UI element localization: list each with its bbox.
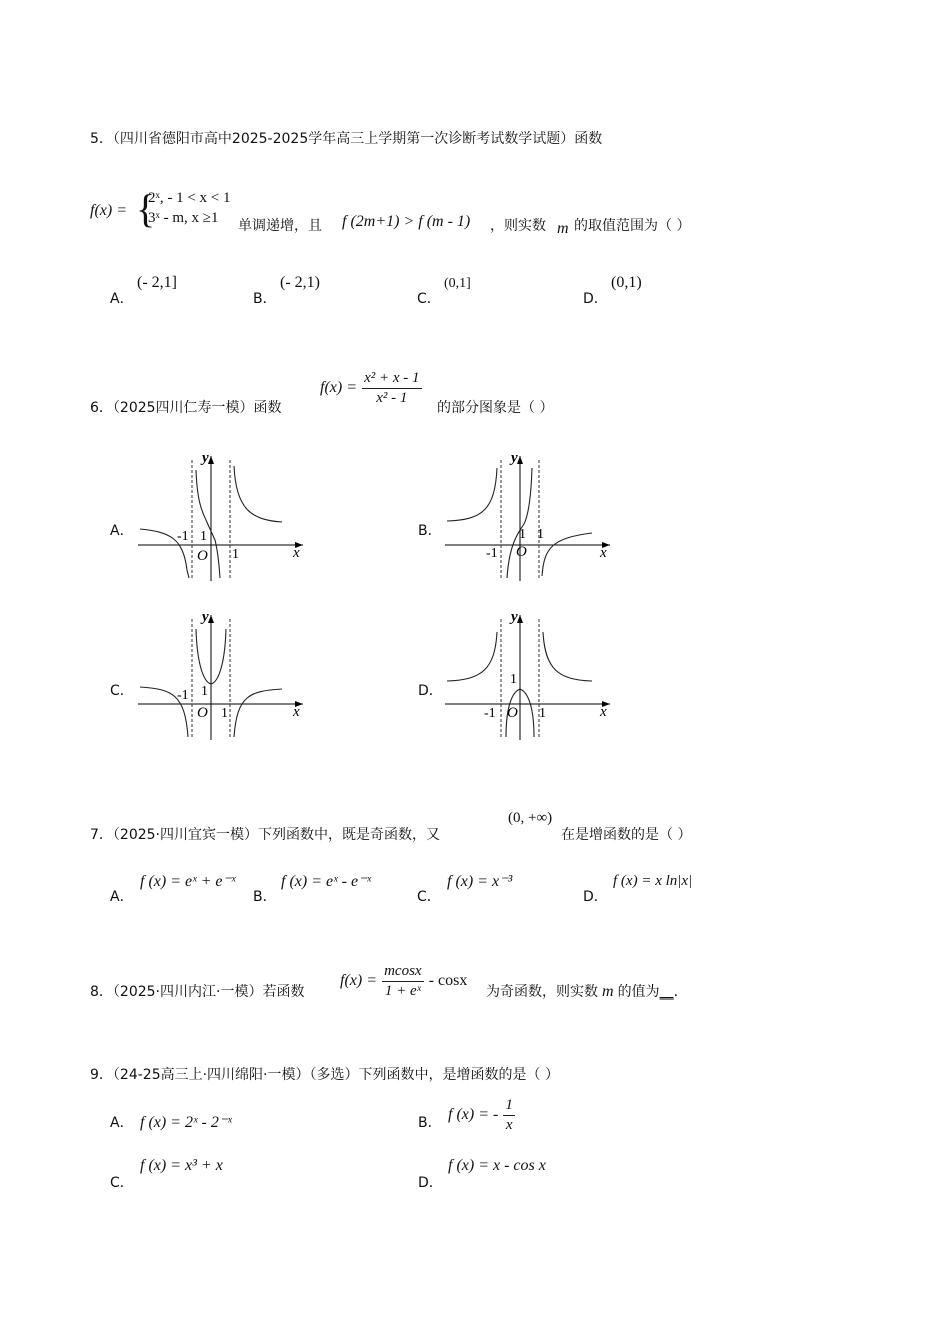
q5-inequality: f (2m+1) > f (m - 1) [342, 213, 471, 230]
q5-option-a-value: (- 2,1] [137, 274, 177, 291]
q6-source: （2025四川仁寿一模）函数 [112, 400, 282, 416]
q8-fraction [382, 963, 424, 999]
q6-graph-d [442, 607, 617, 742]
q7-option-c[interactable] [417, 886, 441, 906]
option-label: B． [253, 291, 277, 307]
q9-option-b-den: x [505, 1116, 513, 1133]
option-label: D． [583, 889, 608, 905]
one-y-label: 1 [200, 529, 207, 544]
q6-fraction [362, 370, 421, 406]
option-label: A． [110, 523, 134, 539]
curve-right [542, 533, 592, 576]
x-label: x [600, 704, 607, 720]
one-x-label: 1 [539, 706, 546, 721]
q8-answer-blank[interactable]: __ [659, 984, 674, 1000]
x-label: x [293, 545, 300, 561]
q6-option-a[interactable] [110, 520, 134, 540]
q5-option-a[interactable] [110, 288, 134, 308]
curve-right [234, 466, 282, 522]
q6-graph-a [135, 448, 310, 583]
q8-formula [340, 963, 467, 999]
curve-left [447, 468, 497, 521]
q8-text-end: 为奇函数，则实数 [486, 984, 598, 1000]
option-label: C． [110, 1175, 134, 1191]
q7-option-b-value: f (x) = eˣ - e⁻ˣ [281, 873, 372, 890]
neg-one-label: -1 [486, 546, 498, 561]
q8-numerator: mcosx [382, 963, 424, 982]
q9-source: （24-25高三上·四川绵阳·一模）（多选）下列函数中，是增函数的是（ ） [112, 1067, 559, 1083]
q6-formula [320, 370, 422, 406]
q5-option-c-value: (0,1] [444, 276, 471, 291]
option-label: B． [418, 1115, 442, 1131]
origin-label: O [197, 705, 208, 721]
option-label: B． [418, 523, 442, 539]
one-x-label: 1 [221, 706, 228, 721]
option-label: A． [110, 291, 134, 307]
x-label: x [600, 545, 607, 561]
q5-option-c[interactable] [417, 288, 441, 308]
neg-one-label: -1 [177, 529, 189, 544]
q8-func-lhs: f(x) = [340, 972, 377, 989]
q8-denominator: 1 + eˣ [384, 982, 421, 999]
y-axis-arrow [517, 615, 523, 623]
curve-right [543, 632, 592, 681]
q7-option-a-value: f (x) = eˣ + e⁻ˣ [140, 873, 236, 890]
q7-option-d[interactable] [583, 886, 608, 906]
q5-piece2: 3ˣ - m, x ≥1 [148, 210, 219, 226]
curve-right [234, 689, 282, 737]
q8-tail: - cosx [428, 972, 468, 989]
q6-func-lhs: f(x) = [320, 379, 357, 396]
q5-header [90, 128, 602, 148]
y-axis-arrow [208, 615, 214, 623]
q7-option-d-value: f (x) = x ln|x| [613, 873, 693, 889]
option-label: B． [253, 889, 277, 905]
q9-option-c-value: f (x) = x³ + x [140, 1157, 223, 1174]
q5-var: m [557, 220, 569, 237]
q6-number: 6． [90, 400, 113, 416]
q5-func-lhs: f(x) = [90, 202, 127, 219]
y-axis-arrow [208, 456, 214, 464]
q5-source: （四川省德阳市高中2025-2025学年高三上学期第一次诊断考试数学试题）函数 [112, 131, 603, 147]
option-label: A． [110, 889, 134, 905]
q9-option-b-num: 1 [503, 1097, 515, 1116]
q5-piece1: 2ˣ, - 1 < x < 1 [148, 190, 231, 206]
q9-header [90, 1064, 559, 1084]
q8-number: 8． [90, 984, 113, 1000]
origin-label: O [516, 544, 527, 560]
q6-option-c[interactable] [110, 680, 134, 700]
q6-graph-c [135, 607, 310, 742]
q9-option-b[interactable] [418, 1112, 442, 1132]
q5-brace: { [136, 186, 156, 231]
q9-option-b-lhs: f (x) = - [448, 1106, 499, 1123]
curve-left [447, 632, 497, 681]
option-label: C． [110, 683, 134, 699]
q9-option-a-value: f (x) = 2ˣ - 2⁻ˣ [140, 1114, 232, 1131]
q7-header [90, 824, 440, 844]
q8-var: m [602, 983, 614, 1000]
y-label: y [202, 450, 209, 466]
q8-text-end-group [486, 981, 678, 1001]
q9-option-b-value [448, 1097, 515, 1133]
q5-number: 5． [90, 131, 113, 147]
q7-interval: (0, +∞) [508, 810, 553, 826]
q5-text-mid: 单调递增，且 [238, 218, 322, 234]
one-y-label: 1 [201, 684, 208, 699]
q9-option-d-value: f (x) = x - cos x [448, 1157, 546, 1174]
q7-source: （2025·四川宜宾一模）下列函数中，既是奇函数，又 [112, 827, 440, 843]
q8-period: . [673, 984, 679, 1000]
q5-option-d[interactable] [583, 288, 608, 308]
option-label: D． [418, 683, 443, 699]
q9-option-d[interactable] [418, 1172, 443, 1192]
y-axis-arrow [517, 456, 523, 464]
origin-label: O [507, 705, 518, 721]
q7-option-c-value: f (x) = x⁻³ [447, 873, 513, 890]
origin-label: O [197, 548, 208, 564]
q7-option-b[interactable] [253, 886, 277, 906]
option-label: D． [418, 1175, 443, 1191]
option-label: C． [417, 291, 441, 307]
q6-text-end: 的部分图象是（ ） [437, 400, 554, 416]
q7-text-end: 在是增函数的是（ ） [561, 827, 692, 843]
option-label: D． [583, 291, 608, 307]
q8-header [90, 981, 304, 1001]
q6-option-d[interactable] [418, 680, 443, 700]
q5-option-b-value: (- 2,1) [280, 274, 320, 291]
one-x-label: 1 [232, 547, 239, 562]
q6-graph-b [442, 448, 617, 583]
q9-option-a[interactable] [110, 1112, 134, 1132]
q6-denominator: x² - 1 [376, 389, 408, 406]
q7-option-a[interactable] [110, 886, 134, 906]
q9-number: 9． [90, 1067, 113, 1083]
q9-option-c[interactable] [110, 1172, 134, 1192]
q5-text-end: 的取值范围为（ ） [574, 218, 691, 234]
option-label: C． [417, 889, 441, 905]
neg-one-label: -1 [484, 706, 496, 721]
one-x-label: 1 [537, 527, 544, 542]
q8-text-end2: 的值为 [617, 984, 660, 1000]
q6-header [90, 397, 282, 417]
y-label: y [511, 450, 518, 466]
neg-one-label: -1 [177, 688, 189, 703]
q7-number: 7． [90, 827, 113, 843]
one-y-label: 1 [510, 672, 517, 687]
q6-option-b[interactable] [418, 520, 442, 540]
option-label: A． [110, 1115, 134, 1131]
y-label: y [511, 609, 518, 625]
q5-text-mid2: ，则实数 [490, 218, 546, 234]
q5-option-d-value: (0,1) [611, 274, 642, 291]
y-label: y [202, 609, 209, 625]
one-y-label: 1 [519, 527, 526, 542]
q6-numerator: x² + x - 1 [362, 370, 421, 389]
q5-option-b[interactable] [253, 288, 277, 308]
x-label: x [293, 704, 300, 720]
q8-source: （2025·四川内江·一模）若函数 [112, 984, 305, 1000]
q9-option-b-fraction [503, 1097, 515, 1133]
